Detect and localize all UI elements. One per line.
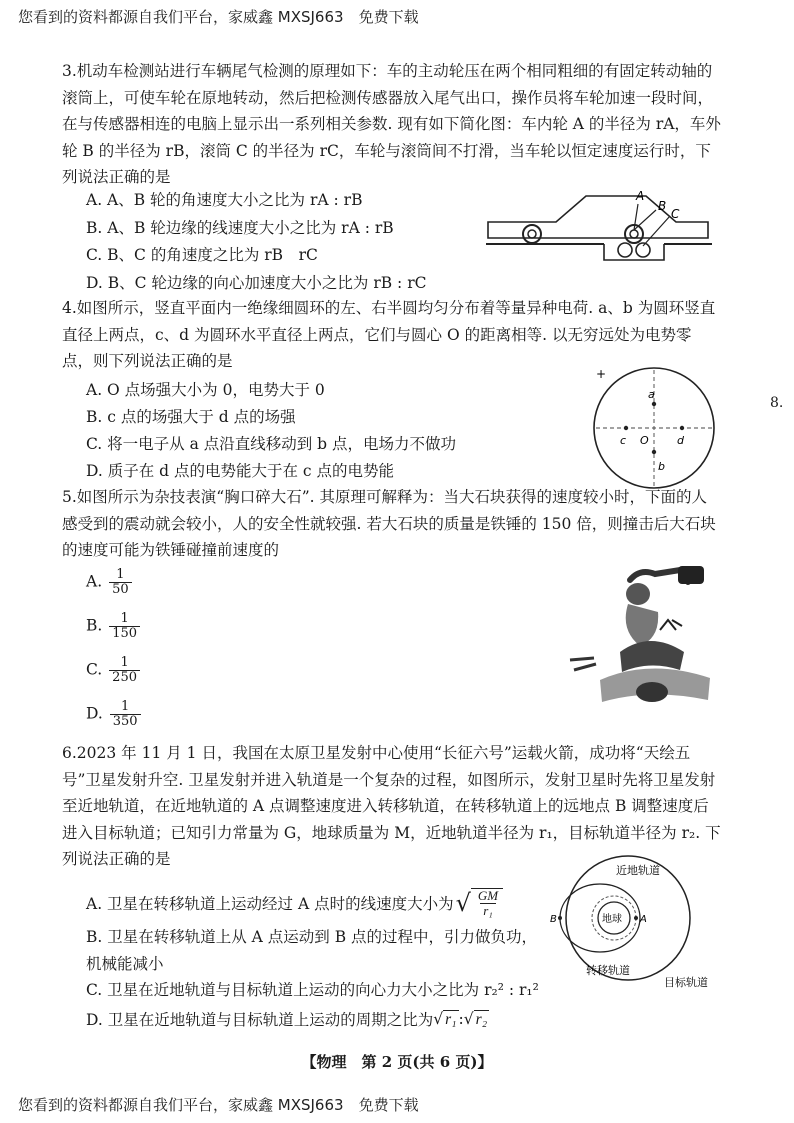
q6-option-d: D. 卫星在近地轨道与目标轨道上运动的周期之比为 √ r₁ : √ r₂ (86, 1009, 488, 1029)
q6-a-num: GM (477, 888, 499, 903)
q5-a-den: 50 (109, 582, 132, 597)
q3-option-a: A. A、B 轮的角速度大小之比为 rA : rB (86, 191, 363, 209)
point-a-label: a (648, 388, 655, 401)
q5-option-c (86, 656, 140, 685)
page-mark: 8. (770, 395, 784, 411)
transfer-orbit-label: 转移轨道 (586, 964, 630, 977)
q5-c-num: 1 (120, 655, 129, 670)
q5-c-den: 250 (109, 670, 140, 685)
q6-option-b (86, 924, 546, 977)
q6-option-b-text: B. 卫星在转移轨道上从 A 点运动到 B 点的过程中，引力做负功，机械能减小 (86, 928, 538, 973)
label-b: B (658, 199, 667, 213)
page-footer: 【物理 第 2 页(共 6 页)】 (301, 1053, 493, 1071)
question-3 (62, 58, 726, 191)
q5-d-num: 1 (121, 699, 130, 714)
q6-d-sep: : (458, 1010, 464, 1028)
q4-option-b: B. c 点的场强大于 d 点的场强 (86, 408, 296, 426)
question-6-text: 6.2023 年 11 月 1 日，我国在太原卫星发射中心使用“长征六号”运载火箭，成功将“天绘五号”卫星发射升空. 卫星发射并进入轨道是一个复杂的过程，如图所示，发射卫星时先将卫星发射至近地轨道，在近地轨道的 A 点调整速度进入转移轨道，在转移轨道上的远地点 B 调整速度后进入目标轨道；已知引力常量为 G，地球质量为 M，近地轨道半径为 r₁，目标轨道半径为 r₂. 下列说法正确的是 (62, 744, 721, 868)
q4-option-d: D. 质子在 d 点的电势能大于在 c 点的电势能 (86, 462, 395, 480)
q6-d-r1: r₁ (445, 1010, 457, 1028)
q5-option-a (86, 568, 132, 597)
question-5-text: 5.如图所示为杂技表演“胸口碎大石”. 其原理可解释为：当大石块获得的速度较小时，下面的人感受到的震动就会较小，人的安全性就较强. 若大石块的质量是铁锤的 150 倍，则撞击后大石块的速度可能为铁锤碰撞前速度的 (62, 488, 716, 559)
q5-option-b-label: B. (86, 616, 103, 635)
near-orbit-label: 近地轨道 (616, 864, 660, 877)
q5-d-den: 350 (110, 714, 141, 729)
plus-charge-label: + (596, 367, 607, 381)
label-a: A (636, 189, 645, 203)
label-c: C (671, 207, 680, 221)
q5-acrobat-photo (560, 560, 726, 716)
q4-option-c: C. 将一电子从 a 点沿直线移动到 b 点，电场力不做功 (86, 435, 457, 453)
q5-b-num: 1 (120, 611, 129, 626)
q6-a-den: r₁ (480, 903, 496, 918)
question-4-text: 4.如图所示，竖直平面内一绝缘细圆环的左、右半圆均匀分布着等量异种电荷. a、b 为圆环竖直直径上两点，c、d 为圆环水平直径上两点，它们与圆心 O 的距离相等. 以无穷远处为电势零点，则下列说法正确的是 (62, 299, 716, 370)
q6-option-a-text: A. 卫星在转移轨道上运动经过 A 点时的线速度大小为 (86, 895, 454, 913)
q5-option-c-label: C. (86, 660, 103, 679)
q6-orbit-figure (532, 852, 732, 996)
q5-option-a-label: A. (86, 572, 103, 591)
q3-car-figure (486, 186, 712, 266)
point-d-label: d (677, 434, 684, 447)
bottom-banner: 您看到的资料都源自我们平台，家威鑫 MXSJ663 免费下载 (18, 1096, 419, 1114)
q4-ring-figure (588, 362, 728, 492)
point-a-label: A (640, 914, 647, 925)
q3-option-b: B. A、B 轮边缘的线速度大小之比为 rA : rB (86, 219, 394, 237)
q5-option-d (86, 700, 141, 729)
point-b-label: b (658, 460, 665, 473)
q5-b-den: 150 (109, 626, 140, 641)
q5-option-d-label: D. (86, 704, 103, 723)
top-banner: 您看到的资料都源自我们平台，家威鑫 MXSJ663 免费下载 (18, 8, 419, 26)
q3-option-d: D. B、C 轮边缘的向心加速度大小之比为 rB : rC (86, 274, 427, 292)
q5-a-num: 1 (116, 567, 125, 582)
q6-option-a: A. 卫星在转移轨道上运动经过 A 点时的线速度大小为 √ $\frac{GM}{\text{r₁}}$ (86, 888, 503, 918)
question-5 (62, 484, 722, 564)
q6-option-c: C. 卫星在近地轨道与目标轨道上运动的向心力大小之比为 r₂² : r₁² (86, 981, 539, 999)
point-c-label: c (620, 434, 627, 447)
q6-d-r2: r₂ (475, 1010, 488, 1028)
point-b-label: B (550, 914, 557, 925)
earth-label: 地球 (602, 914, 622, 925)
q6-option-d-text: D. 卫星在近地轨道与目标轨道上运动的周期之比为 (86, 1011, 434, 1029)
center-o-label: O (640, 434, 649, 447)
q5-option-b (86, 612, 140, 641)
target-orbit-label: 目标轨道 (664, 976, 708, 989)
q4-option-a: A. O 点场强大小为 0，电势大于 0 (86, 381, 325, 399)
question-3-text: 3.机动车检测站进行车辆尾气检测的原理如下：车的主动轮压在两个相同粗细的有固定转动轴的滚筒上，可使车轮在原地转动，然后把检测传感器放入尾气出口，操作员将车轮加速一段时间，在与传感器相连的电脑上显示出一系列相关参数. 现有如下简化图：车内轮 A 的半径为 rA，车外轮 B 的半径为 rB，滚筒 C 的半径为 rC，车轮与滚筒间不打滑，当车轮以恒定速度运行时，下列说法正确的是 (62, 62, 721, 186)
q3-option-c: C. B、C 的角速度之比为 rB rC (86, 246, 318, 264)
